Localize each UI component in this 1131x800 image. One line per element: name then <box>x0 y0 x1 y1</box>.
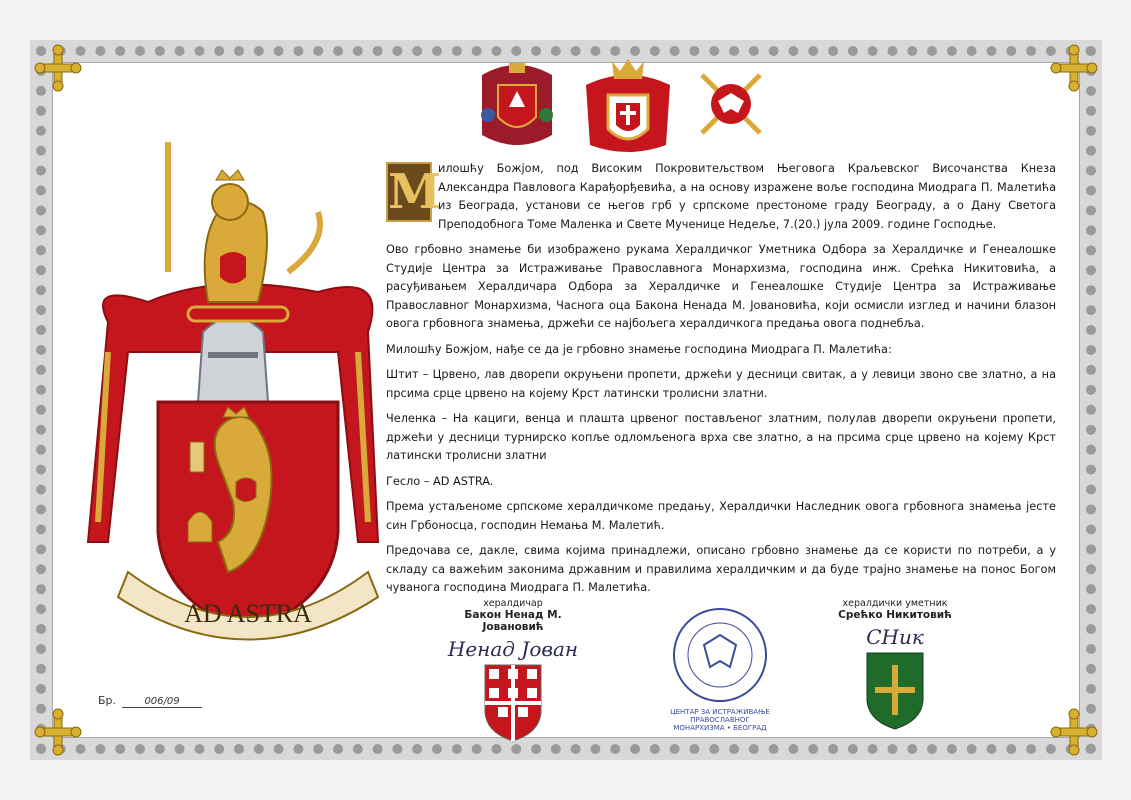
green-shield-icon <box>865 651 925 731</box>
checkered-shield-icon <box>483 663 543 743</box>
coat-of-arms <box>68 102 398 642</box>
official-seal: ЦЕНТАР ЗА ИСТРАЖИВАЊЕ ПРАВОСЛАВНОГ МОНАРХИЗМА • БЕОГРАД <box>670 605 770 732</box>
paragraph: Милошћу Божјом, нађе се да је грбовно знамење господина Миодрага П. Малетића: <box>386 342 892 356</box>
crown-arms-icon <box>582 55 674 160</box>
royal-arms-icon <box>476 55 558 155</box>
corner-cross-icon <box>30 704 86 760</box>
certificate-page <box>30 40 1102 760</box>
paragraph: Ово грбовно знамење би изображено рукама Хералдичког Уметника Одбора за Хералдичке и Генеалошке Студије Центра за Истраживање Православнога Монархизма, господина инж. Срећка Никитовића, а расуђивањем Хералдичара Одбора за Хералдичке и Генеалошке Студије Центра за Истраживање Православног Монархизма, Часнога оца Бакона Ненада М. Јовановића, који осмисли изглед и начини блазон овога грбовнога знамења, држећи се најбољега хералдичкога предања овога поднебља. <box>386 243 1056 330</box>
signature: СНик <box>866 625 924 649</box>
seal-icon <box>670 605 770 705</box>
certificate-text <box>386 160 1056 605</box>
heraldist-signature-block: хералдичар Бакон Ненад М. Јовановић Ненад Јован <box>438 598 588 746</box>
paragraph: Предочава се, дакле, свима којима принадлежи, описано грбовно знамење да се користи по потреби, а у складу са важећим законима државним и правилима хералдичким и да буде трајно знамење на понос Богом чуванога господина Миодрага П. Малетића. <box>386 544 1056 594</box>
document-number: Бр. 006/09 <box>98 694 202 708</box>
top-emblems <box>476 55 746 160</box>
decorated-initial: М <box>388 164 442 220</box>
corner-cross-icon <box>1046 704 1102 760</box>
corner-cross-icon <box>1046 40 1102 96</box>
paragraph: Штит – Црвено, лав дворепи окруњени пропети, држећи у десници свитак, а у левици звоно све златно, а на прсима срце црвено на којему Крст латински тролисни златни. <box>386 368 1056 400</box>
artist-signature-block: хералдички уметник Срећко Никитовић СНик <box>830 598 960 734</box>
eagle-emblem-icon <box>698 71 764 137</box>
paragraph: М илошћу Божјом, под Високим Покровитељством Његовога Краљевског Височанства Кнеза Александра Павловога Карађорђевића, а на основу изражене воље господина Миодрага П. Малетића из Београда, установи се његов грб у српскоме престономе граду Београду, а о Дану Светога Преподобнога Томе Маленка и Свете Мученице Недеље, 7.(20.) јула 2009. године Господње. <box>388 162 1056 231</box>
motto-text: AD ASTRA <box>184 599 312 628</box>
corner-cross-icon <box>30 40 86 96</box>
paragraph: Челенка – На кациги, венца и плашта црвеног постављеног златним, полулав дворепи окруњени пропети, држећи у десници турнирско копље одломљенога врха све златно, а на прсима срце црвено на којему Крст латински тролисни златни <box>386 412 1056 462</box>
paragraph: Према устаљеноме српскоме хералдичкоме предању, Хералдички Наследник овога грбовнога знамења јесте син Грбоносца, господин Немања М. Малетић. <box>386 500 1056 532</box>
paragraph: Гесло – AD ASTRA. <box>386 474 494 488</box>
signature: Ненад Јован <box>447 637 579 661</box>
